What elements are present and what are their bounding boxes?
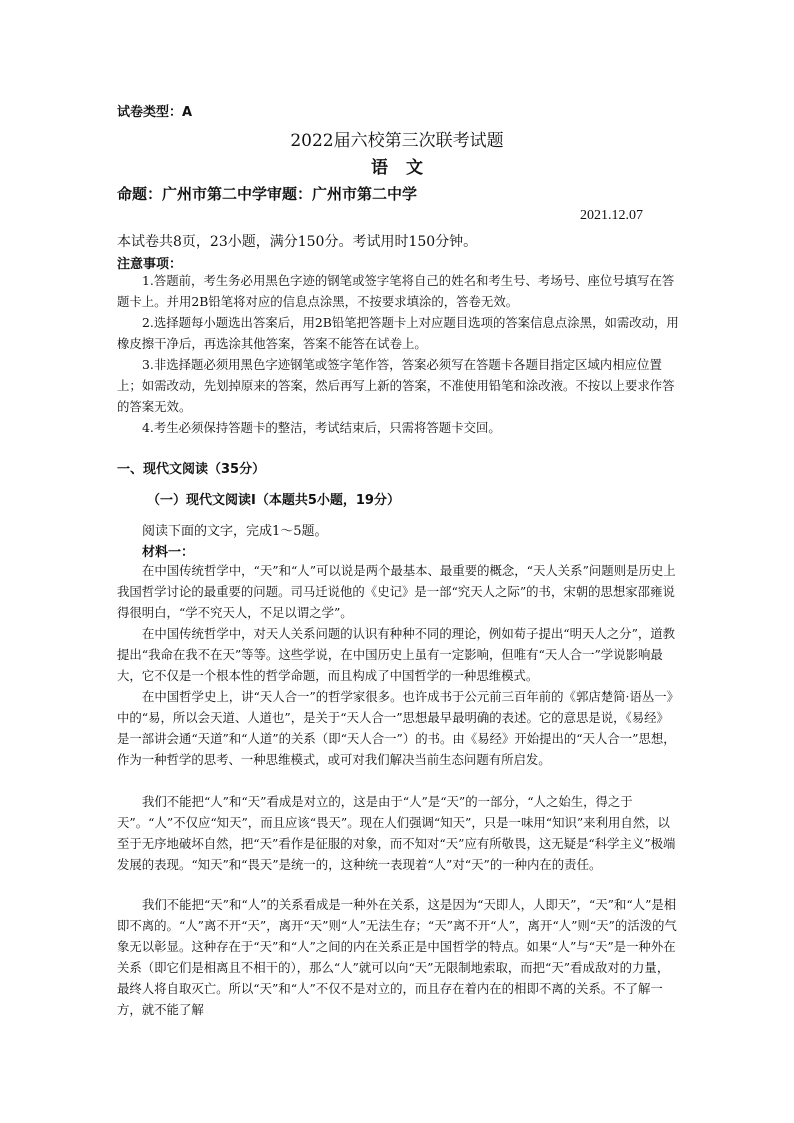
notice-item: 1.答题前，考生务必用黑色字迹的钢笔或签字笔将自己的姓名和考生号、考场号、座位号填写在答题卡上。并用2B铅笔将对应的信息点涂黑，不按要求填涂的，答卷无效。	[117, 273, 675, 309]
material-label: 材料一：	[142, 545, 195, 560]
exam-title: 2022届六校第三次联考试题	[290, 131, 504, 151]
reading-instruction: 阅读下面的文字，完成1～5题。	[142, 524, 328, 539]
setter-line: 命题：广州市第二中学审题：广州市第二中学	[117, 185, 418, 203]
body-paragraph: 在中国传统哲学中，对天人关系问题的认识有种种不同的理论，例如荀子提出“明天人之分”，道教提出“我命在我不在天”等等。这些学说，在中国历史上虽有一定影响，但唯有“天人合一”学说影响最大，它不仅是一个根本性的哲学命题，而且构成了中国哲学的一种思维模式。	[117, 626, 676, 683]
subject-title: 语文	[371, 158, 441, 178]
notice-item: 2.选择题每小题选出答案后，用2B铅笔把答题卡上对应题目选项的答案信息点涂黑，如需改动，用橡皮擦干净后，再选涂其他答案，答案不能答在试卷上。	[117, 315, 679, 351]
body-paragraph: 在中国哲学史上，讲“天人合一”的哲学家很多。也许成书于公元前三百年前的《郭店楚简·语丛一》中的“易，所以会天道、人道也”，是关于“天人合一”思想最早最明确的表述。它的意思是说，《易经》是一部讲会通“天道”和“人道”的关系（即“天人合一”）的书。由《易经》开始提出的“天人合一”思想，作为一种哲学的思考、一种思维模式，或可对我们解决当前生态问题有所启发。	[117, 689, 680, 767]
body-paragraph: 在中国传统哲学中，“天”和“人”可以说是两个最基本、最重要的概念，“天人关系”问题则是历史上我国哲学讨论的最重要的问题。司马迁说他的《史记》是一部“究天人之际”的书，宋朝的思想家邵雍说得很明白，“学不究天人，不足以谓之学”。	[117, 563, 676, 620]
notice-heading: 注意事项：	[117, 257, 183, 272]
body-paragraph: 我们不能把“人”和“天”看成是对立的，这是由于“人”是“天”的一部分，“人之始生，得之于天”。“人”不仅应“知天”，而且应该“畏天”。现在人们强调“知天”，只是一味用“知识”来利用自然，以至于无序地破坏自然，把“天”看作是征服的对象，而不知对“天”应有所敬畏，这无疑是“科学主义”极端发展的表现。“知天”和“畏天”是统一的，这种统一表现着“人”对“天”的一种内在的责任。	[117, 794, 676, 872]
notice-item: 4.考生必须保持答题卡的整洁，考试结束后，只需将答题卡交回。	[142, 420, 501, 435]
exam-date: 2021.12.07	[580, 208, 643, 223]
exam-type-label: 试卷类型：A	[117, 105, 193, 120]
exam-meta: 本试卷共8页，23小题，满分150分。考试用时150分钟。	[117, 234, 478, 250]
notice-item: 3.非选择题必须用黑色字迹钢笔或签字笔作答，答案必须写在答题卡各题目指定区域内相应位置上；如需改动，先划掉原来的答案，然后再写上新的答案，不准使用铅笔和涂改液。不按以上要求作答的答案无效。	[117, 357, 675, 414]
body-paragraph: 我们不能把“天”和“人”的关系看成是一种外在关系，这是因为“天即人，人即天”，“天”和“人”是相即不离的。“人”离不开“天”，离开“天”则“人”无法生存；“天”离不开“人”，离开“人”则“天”的活泼的气象无以彰显。这种存在于“天”和“人”之间的内在关系正是中国哲学的特点。如果“人”与“天”是一种外在关系（即它们是相离且不相干的），那么“人”就可以向“天”无限制地索取，而把“天”看成敌对的力量，最终人将自取灭亡。所以“天”和“人”不仅不是对立的，而且存在着内在的相即不离的关系。不了解一方，就不能了解	[117, 897, 677, 1017]
subsection-heading: （一）现代文阅读Ⅰ（本题共5小题，19分）	[147, 493, 400, 508]
section-heading: 一、现代文阅读（35分）	[117, 462, 266, 477]
